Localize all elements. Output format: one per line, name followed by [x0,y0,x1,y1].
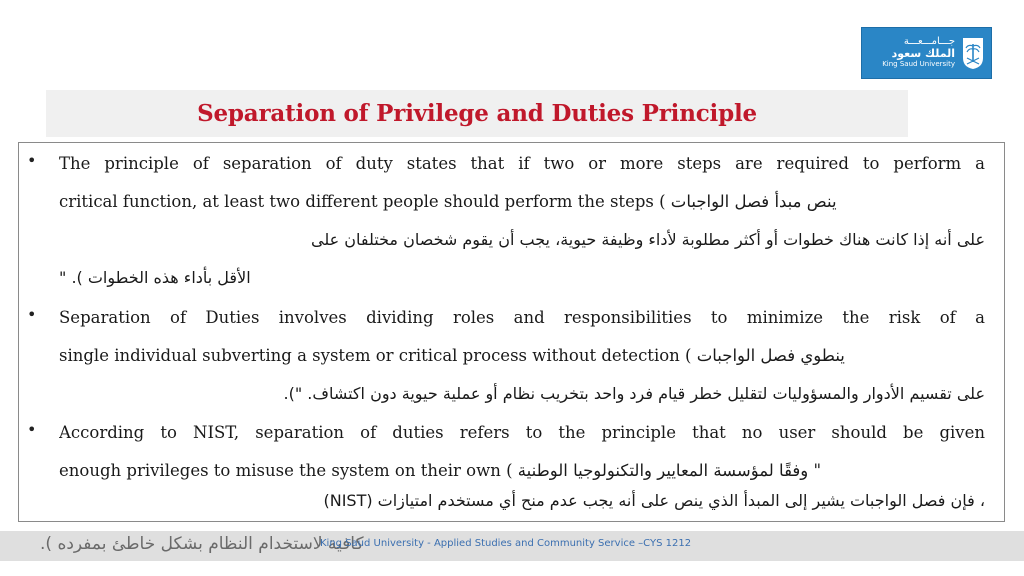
footer-text: King Saud University - Applied Studies and Community Service –CYS 1212 [320,538,692,549]
bullet-2-line-2-text: single individual subverting a system or critical process without detection ( ينطوي فصل الواجبات [59,346,845,365]
bullet-marker: • [27,151,37,170]
bullet-1-line-2-text: critical function, at least two different people should perform the steps ( ينص مبدأ فصل الواجبات [59,192,837,211]
bullet-1-line-3: على أنه إذا كانت هناك خطوات أو أكثر مطلوبة لأداء وظيفة حيوية، يجب أن يقوم شخصان مختلفان على [310,230,985,249]
bullet-2-line-3: على تقسيم الأدوار والمسؤوليات لتقليل خطر قيام فرد واحد بتخريب نظام أو عملية حيوية دون اكتشاف. "). [283,384,985,403]
bullet-1-line-1: The principle of separation of duty states that if two or more steps are required to perform a [59,154,985,173]
bullet-3-line-2 [59,456,985,486]
bullet-marker: • [27,305,37,324]
bullet-2-line-1: Separation of Duties involves dividing roles and responsibilities to minimize the risk of a [59,308,985,327]
logo-arabic-line1: جـــامـــعـــة [903,36,955,48]
title-band [46,90,908,137]
palm-emblem-icon [961,36,985,70]
bullet-1-line-4: الأقل بأداء هذه الخطوات ). " [59,268,251,287]
bullet-2-line-2 [59,341,985,371]
bullet-marker: • [27,420,37,439]
logo-text [868,37,955,68]
logo-arabic-line2: الملك سعود [891,46,955,60]
content-box [18,142,1005,522]
bullet-3-line-3: ، فإن فصل الواجبات يشير إلى المبدأ الذي ينص على أنه يجب عدم منح أي مستخدم امتيازات (NIST) [323,491,985,510]
university-logo [861,27,992,79]
bullet-3-line-2-text: enough privileges to misuse the system on their own ( وفقًا لمؤسسة المعايير والتكنولوجيا الوطنية " [59,461,822,480]
slide-title: Separation of Privilege and Duties Principle [197,100,757,127]
logo-english: King Saud University [882,60,955,69]
bullet-1-line-2 [59,187,985,217]
bullet-3-line-1: According to NIST, separation of duties refers to the principle that no user should be given [59,423,985,442]
overflow-arabic-text: كافية لاستخدام النظام بشكل خاطئ بمفرده ). [40,534,364,554]
